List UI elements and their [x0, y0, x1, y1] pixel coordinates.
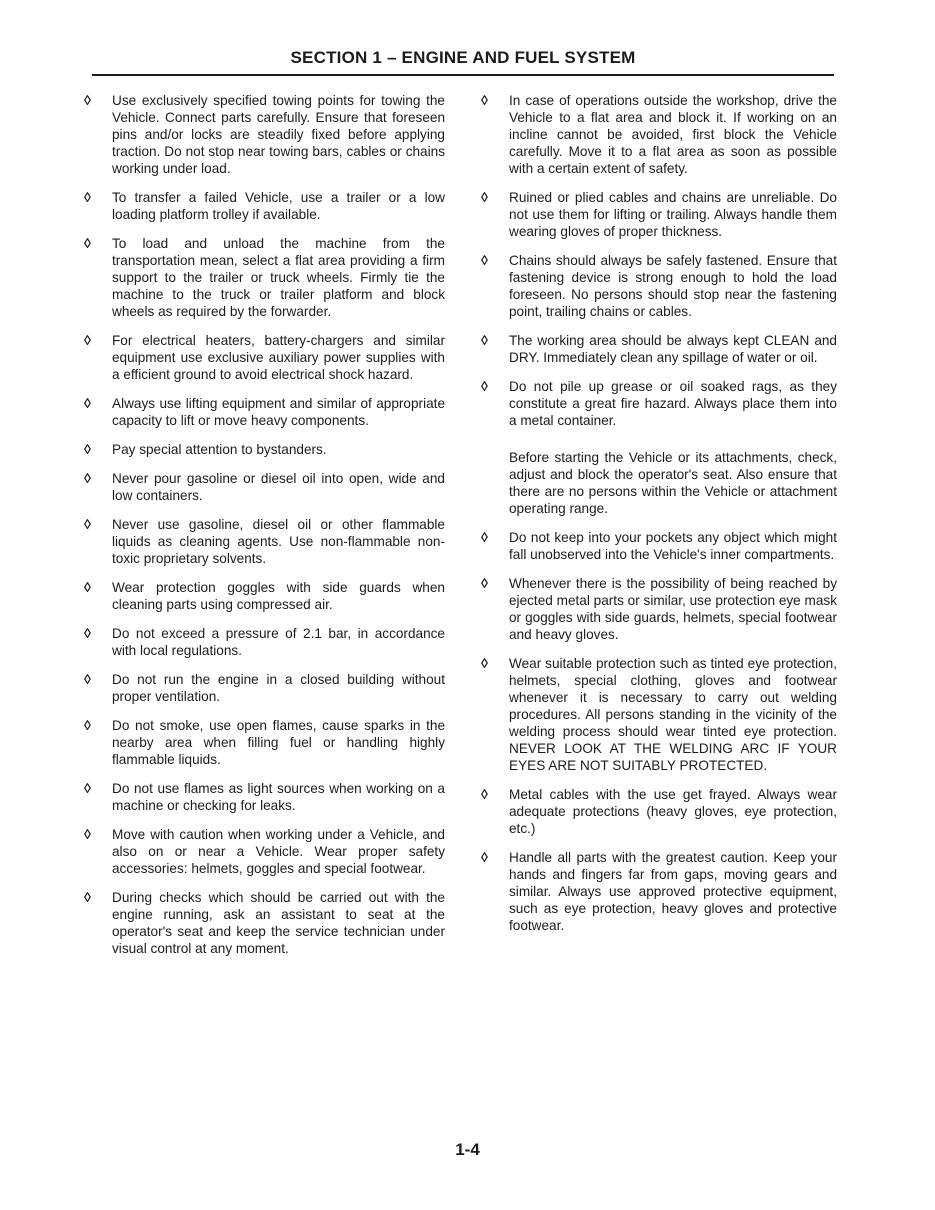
diamond-bullet-icon: ◊: [481, 189, 488, 205]
left-column: [80, 92, 445, 969]
list-item: ◊ To transfer a failed Vehicle, use a trailer or a low loading platform trolley if available.: [84, 189, 445, 222]
right-column: [477, 92, 837, 946]
diamond-bullet-icon: ◊: [84, 470, 91, 486]
list-item: ◊ Ruined or plied cables and chains are unreliable. Do not use them for lifting or trailing. Always handle them wearing gloves of proper thickness.: [481, 189, 837, 239]
diamond-bullet-icon: ◊: [481, 575, 488, 591]
list-item: ◊ During checks which should be carried out with the engine running, ask an assistant to seat at the operator's seat and keep the service technician under visual control at any moment.: [84, 889, 445, 956]
diamond-bullet-icon: ◊: [84, 717, 91, 733]
section-title: SECTION 1 – ENGINE AND FUEL SYSTEM: [290, 48, 636, 67]
diamond-bullet-icon: ◊: [481, 332, 488, 348]
list-item: ◊ Do not use flames as light sources when working on a machine or checking for leaks.: [84, 780, 445, 813]
list-item: ◊ Wear protection goggles with side guards when cleaning parts using compressed air.: [84, 579, 445, 612]
diamond-bullet-icon: ◊: [84, 780, 91, 796]
list-item: ◊ Whenever there is the possibility of being reached by ejected metal parts or similar, use protection eye mask or goggles with side guards, helmets, special footwear and heavy gloves.: [481, 575, 837, 642]
list-item: ◊ In case of operations outside the workshop, drive the Vehicle to a flat area and block it. If working on an incline cannot be avoided, first block the Vehicle carefully. Move it to a flat area as soon as possible with a certain extent of safety.: [481, 92, 837, 176]
list-item: ◊ Do not pile up grease or oil soaked rags, as they constitute a great fire hazard. Always place them into a metal container.: [481, 378, 837, 428]
list-item: ◊ Do not run the engine in a closed building without proper ventilation.: [84, 671, 445, 704]
seat-check-paragraph: Before starting the Vehicle or its attachments, check, adjust and block the operator's seat. Also ensure that there are no persons within the Vehicle or attachment operating range.: [509, 450, 837, 516]
diamond-bullet-icon: ◊: [84, 235, 91, 251]
page-number: 1-4: [455, 1140, 480, 1159]
list-item: ◊ Pay special attention to bystanders.: [84, 441, 327, 457]
diamond-bullet-icon: ◊: [481, 92, 488, 108]
diamond-bullet-icon: ◊: [84, 625, 91, 641]
list-item: ◊ Do not keep into your pockets any object which might fall unobserved into the Vehicle's inner compartments.: [481, 529, 837, 562]
diamond-bullet-icon: ◊: [481, 529, 488, 545]
diamond-bullet-icon: ◊: [84, 189, 91, 205]
diamond-bullet-icon: ◊: [84, 441, 91, 457]
list-item: ◊ Do not smoke, use open flames, cause sparks in the nearby area when filling fuel or handling highly flammable liquids.: [84, 717, 445, 767]
diamond-bullet-icon: ◊: [481, 655, 488, 671]
list-item: ◊ Always use lifting equipment and similar of appropriate capacity to lift or move heavy components.: [84, 395, 445, 428]
list-item: ◊ To load and unload the machine from the transportation mean, select a flat area providing a firm support to the trailer or truck wheels. Firmly tie the machine to the truck or trailer platform and block wheels as required by the forwarder.: [84, 235, 445, 319]
list-item: ◊ Wear suitable protection such as tinted eye protection, helmets, special clothing, gloves and footwear whenever it is necessary to carry out welding procedures. All persons standing in the vicinity of the welding process should wear tinted eye protection. NEVER LOOK AT THE WELDING ARC IF YOUR EYES ARE NOT SUITABLY PROTECTED.: [481, 655, 837, 773]
diamond-bullet-icon: ◊: [84, 826, 91, 842]
list-item: ◊ Chains should always be safely fastened. Ensure that fastening device is strong enough to hold the load foreseen. No persons should stop near the fastening point, trailing chains or cables.: [481, 252, 837, 319]
list-item: ◊ Never use gasoline, diesel oil or other flammable liquids as cleaning agents. Use non-flammable non-toxic proprietary solvents.: [84, 516, 445, 566]
diamond-bullet-icon: ◊: [84, 671, 91, 687]
list-item: ◊ Use exclusively specified towing points for towing the Vehicle. Connect parts carefully. Ensure that foreseen pins and/or locks are steadily fixed before applying traction. Do not stop near towing bars, cables or chains working under load.: [84, 92, 445, 176]
list-item: ◊ Do not exceed a pressure of 2.1 bar, in accordance with local regulations.: [84, 625, 445, 658]
diamond-bullet-icon: ◊: [84, 395, 91, 411]
list-item: ◊ Handle all parts with the greatest caution. Keep your hands and fingers far from gaps, moving gears and similar. Always use approved protective equipment, such as eye protection, heavy gloves and protective footwear.: [481, 849, 837, 933]
list-item: ◊ Never pour gasoline or diesel oil into open, wide and low containers.: [84, 470, 445, 503]
diamond-bullet-icon: ◊: [84, 92, 91, 108]
header-rule: [92, 74, 834, 76]
diamond-bullet-icon: ◊: [84, 516, 91, 532]
diamond-bullet-icon: ◊: [481, 378, 488, 394]
list-item: ◊ Move with caution when working under a Vehicle, and also on or near a Vehicle. Wear proper safety accessories: helmets, goggles and special footwear.: [84, 826, 445, 876]
list-item: ◊ The working area should be always kept CLEAN and DRY. Immediately clean any spillage of water or oil.: [481, 332, 837, 365]
diamond-bullet-icon: ◊: [481, 849, 488, 865]
diamond-bullet-icon: ◊: [481, 786, 488, 802]
diamond-bullet-icon: ◊: [84, 579, 91, 595]
diamond-bullet-icon: ◊: [481, 252, 488, 268]
list-item: ◊ For electrical heaters, battery-chargers and similar equipment use exclusive auxiliary power supplies with a efficient ground to avoid electrical shock hazard.: [84, 332, 445, 382]
diamond-bullet-icon: ◊: [84, 332, 91, 348]
list-item: ◊ Metal cables with the use get frayed. Always wear adequate protections (heavy gloves, eye protection, etc.): [481, 786, 837, 836]
diamond-bullet-icon: ◊: [84, 889, 91, 905]
